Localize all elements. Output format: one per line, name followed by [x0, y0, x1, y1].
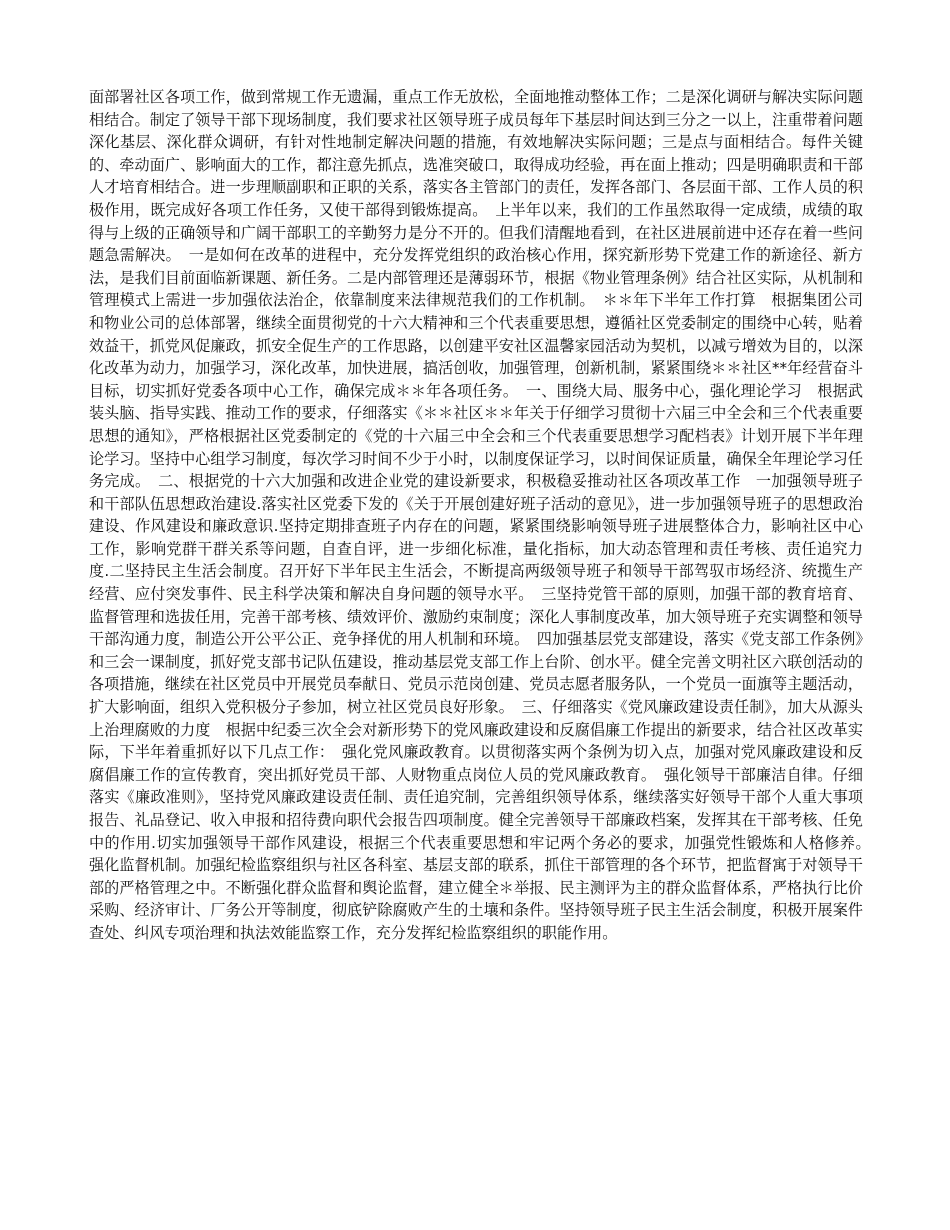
body-paragraph: 面部署社区各项工作，做到常规工作无遗漏，重点工作无放松，全面地推动整体工作；二是深化调研与解决实际问题相结合。制定了领导干部下现场制度，我们要求社区领导班子成员每年下基层时间达到三分之一以上，注重带着问题深化基层、深化群众调研，有针对性地制定解决问题的措施，有效地解决实际问题；三是点与面相结合。每件关键的、牵动面广、影响面大的工作，都注意先抓点，选准突破口，取得成功经验，再在面上推动；四是明确职责和干部人才培育相结合。进一步理顺副职和正职的关系，落实各主管部门的责任，发挥各部门、各层面干部、工作人员的积极作用，既完成好各项工作任务，又使干部得到锻炼提高。 上半年以来，我们的工作虽然取得一定成绩，成绩的取得与上级的正确领导和广阔干部职工的辛勤努力是分不开的。但我们清醒地看到，在社区进展前进中还存在着一些问题急需解决。 一是如何在改革的进程中，充分发挥党组织的政治核心作用，探究新形势下党建工作的新途径、新方法，是我们目前面临新课题、新任务。二是内部管理还是薄弱环节，根据《物业管理条例》结合社区实际，从机制和管理模式上需进一步加强依法治企，依靠制度来法律规范我们的工作机制。 ＊＊年下半年工作打算 根据集团公司和物业公司的总体部署，继续全面贯彻党的十六大精神和三个代表重要思想，遵循社区党委制定的围绕中心转，贴着效益干，抓党风促廉政，抓安全促生产的工作思路，以创建平安社区温馨家园活动为契机，以减亏增效为目的，以深化改革为动力，加强学习，深化改革，加快进展，搞活创收，加强管理，创新机制，紧紧围绕＊＊社区**年经营奋斗目标，切实抓好党委各项中心工作，确保完成＊＊年各项任务。 一、围绕大局、服务中心，强化理论学习 根据武装头脑、指导实践、推动工作的要求，仔细落实《＊＊社区＊＊年关于仔细学习贯彻十六届三中全会和三个代表重要思想的通知》，严格根据社区党委制定的《党的十六届三中全会和三个代表重要思想学习配档表》计划开展下半年理论学习。坚持中心组学习制度，每次学习时间不少于小时，以制度保证学习，以时间保证质量，确保全年理论学习任务完成。 二、根据党的十六大加强和改进企业党的建设新要求，积极稳妥推动社区各项改革工作 一加强领导班子和干部队伍思想政治建设.落实社区党委下发的《关于开展创建好班子活动的意见》，进一步加强领导班子的思想政治建设、作风建设和廉政意识.坚持定期排查班子内存在的问题，紧紧围绕影响领导班子进展整体合力，影响社区中心工作，影响党群干群关系等问题，自查自评，进一步细化标准，量化指标，加大动态管理和责任考核、责任追究力度.二坚持民主生活会制度。召开好下半年民主生活会，不断提高两级领导班子和领导干部驾驭市场经济、统揽生产经营、应付突发事件、民主科学决策和解决自身问题的领导水平。 三坚持党管干部的原则，加强干部的教育培育、监督管理和选拔任用，完善干部考核、绩效评价、激励约束制度；深化人事制度改革，加大领导班子充实调整和领导干部沟通力度，制造公开公平公正、竞争择优的用人机制和环境。 四加强基层党支部建设，落实《党支部工作条例》和三会一课制度，抓好党支部书记队伍建设，推动基层党支部工作上台阶、创水平。健全完善文明社区六联创活动的各项措施，继续在社区党员中开展党员奉献日、党员示范岗创建、党员志愿者服务队，一个党员一面旗等主题活动，扩大影响面，组织入党积极分子参加，树立社区党员良好形象。 三、仔细落实《党风廉政建设责任制》，加大从源头上治理腐败的力度 根据中纪委三次全会对新形势下的党风廉政建设和反腐倡廉工作提出的新要求，结合社区改革实际，下半年着重抓好以下几点工作： 强化党风廉政教育。以贯彻落实两个条例为切入点，加强对党风廉政建设和反腐倡廉工作的宣传教育，突出抓好党员干部、人财物重点岗位人员的党风廉政教育。 强化领导干部廉洁自律。仔细落实《廉政准则》，坚持党风廉政建设责任制、责任追究制，完善组织领导体系，继续落实好领导干部个人重大事项报告、礼品登记、收入申报和招待费向职代会报告四项制度。健全完善领导干部廉政档案，发挥其在干部考核、任免中的作用.切实加强领导干部作风建设，根据三个代表重要思想和牢记两个务必的要求，加强党性锻炼和人格修养。 强化监督机制。加强纪检监察组织与社区各科室、基层支部的联系，抓住干部管理的各个环节，把监督寓于对领导干部的严格管理之中。不断强化群众监督和舆论监督，建立健全＊举报、民主测评为主的群众监督体系，严格执行比价采购、经济审计、厂务公开等制度，彻底铲除腐败产生的土壤和条件。坚持领导班子民主生活会制度，积极开展案件查处、纠风专项治理和执法效能监察工作，充分发挥纪检监察组织的职能作用。	[89, 88, 879, 942]
